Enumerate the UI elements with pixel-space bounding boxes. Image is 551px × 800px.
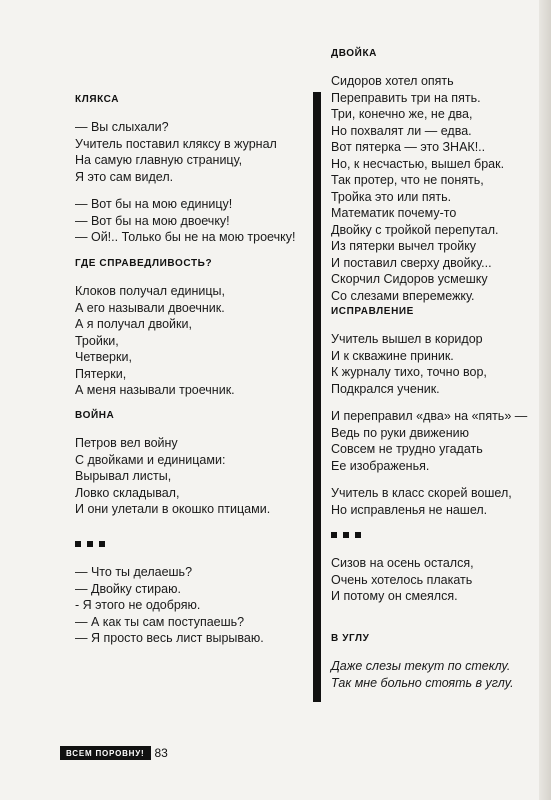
- poem-line: — Вот бы на мою двоечку!: [75, 213, 230, 228]
- stanza: [331, 408, 527, 474]
- poem-untitled-left: [75, 539, 264, 658]
- poem-line: Я это сам видел.: [75, 169, 174, 184]
- poem-line: Учитель вышел в коридор: [331, 332, 483, 346]
- section-ornament: [331, 530, 474, 541]
- poem-line: Совсем не трудно угадать: [331, 442, 483, 456]
- square-ornament-icon: [87, 541, 93, 547]
- poem-line: — А как ты сам поступаешь?: [75, 614, 245, 629]
- stanza: [331, 331, 527, 397]
- poem-title: В УГЛУ: [331, 633, 370, 644]
- poem-line: Ловко складывал,: [75, 485, 180, 500]
- poem-line: — Двойку стираю.: [75, 581, 181, 596]
- poem-line: Ведь по руки движению: [331, 425, 469, 440]
- poem-line: И они улетали в окошко птицами.: [75, 502, 271, 516]
- page-edge-shadow: [539, 0, 551, 800]
- stanza: [331, 485, 527, 518]
- poem-line: — Вот бы на мою единицу!: [75, 197, 233, 211]
- stanza: [75, 283, 235, 399]
- square-ornament-icon: [75, 541, 81, 547]
- poem-line: Учитель поставил кляксу в журнал: [75, 136, 277, 151]
- stanza: [331, 658, 514, 691]
- poem-line: Учитель в класс скорей вошел,: [331, 486, 512, 500]
- poem-line: Переправить три на пять.: [331, 90, 481, 105]
- stanza: [75, 435, 270, 518]
- poem-line: Но исправленья не нашел.: [331, 502, 488, 517]
- poem-line: — Что ты делаешь?: [75, 565, 193, 579]
- poem-line: И поставил сверху двойку...: [331, 255, 492, 270]
- poem-gde-spravedlivost: [75, 258, 235, 410]
- stanza: [75, 564, 264, 647]
- poem-title: КЛЯКСА: [75, 94, 120, 105]
- poem-title: ДВОЙКА: [331, 48, 377, 59]
- poem-line: Так протер, что не понять,: [331, 173, 484, 187]
- poem-ispravlenie: [331, 306, 527, 529]
- stanza: [75, 196, 295, 246]
- poem-line: Так мне больно стоять в углу.: [331, 675, 514, 690]
- column-divider: [313, 92, 321, 702]
- stanza: [331, 73, 504, 304]
- poem-line: К журналу тихо, точно вор,: [331, 365, 487, 379]
- poem-line: А меня называли троечник.: [75, 383, 235, 397]
- stanza: [75, 119, 295, 185]
- running-title-badge: ВСЕМ ПОРОВНУ!: [60, 746, 151, 760]
- poem-line: Математик почему-то: [331, 206, 457, 220]
- square-ornament-icon: [343, 532, 349, 538]
- poem-line: Скорчил Сидоров усмешку: [331, 272, 488, 286]
- poem-line: Но, к несчастью, вышел брак.: [331, 156, 505, 171]
- poem-dvoyka: [331, 48, 504, 315]
- poem-line: Вот пятерка — это ЗНАК!..: [331, 140, 486, 154]
- page-number: 83: [154, 746, 168, 760]
- poem-line: Пятерки,: [75, 366, 127, 381]
- poem-line: Сидоров хотел опять: [331, 74, 454, 88]
- poem-line: И потому он смеялся.: [331, 589, 458, 603]
- square-ornament-icon: [331, 532, 337, 538]
- square-ornament-icon: [99, 541, 105, 547]
- poem-line: — Вы слыхали?: [75, 120, 169, 134]
- poem-line: Тройка это или пять.: [331, 189, 452, 204]
- poem-line: Даже слезы текут по стеклу.: [331, 659, 511, 673]
- square-ornament-icon: [355, 532, 361, 538]
- stanza: [331, 555, 474, 605]
- poem-line: Тройки,: [75, 333, 119, 348]
- poem-line: Сизов на осень остался,: [331, 556, 474, 570]
- poem-line: И к скважине приник.: [331, 348, 454, 363]
- poem-line: И переправил «два» на «пять» —: [331, 409, 528, 423]
- poem-line: — Ой!.. Только бы не на мою троечку!: [75, 230, 296, 244]
- poem-line: Четверки,: [75, 350, 132, 364]
- poem-line: Двойку с тройкой перепутал.: [331, 222, 499, 237]
- poem-title: ИСПРАВЛЕНИЕ: [331, 306, 414, 317]
- poem-line: С двойками и единицами:: [75, 452, 226, 467]
- page-footer: [60, 746, 168, 760]
- poem-line: Клоков получал единицы,: [75, 284, 226, 298]
- poem-line: Три, конечно же, не два,: [331, 107, 473, 121]
- poem-line: А его называли двоечник.: [75, 300, 225, 315]
- poem-line: Петров вел войну: [75, 436, 178, 450]
- poem-klyaksa: [75, 94, 295, 257]
- poem-line: На самую главную страницу,: [75, 153, 243, 167]
- poem-title: ГДЕ СПРАВЕДЛИВОСТЬ?: [75, 258, 213, 269]
- poem-line: Но похвалят ли — едва.: [331, 123, 472, 138]
- poem-line: Подкрался ученик.: [331, 381, 440, 396]
- poem-line: А я получал двойки,: [75, 317, 192, 331]
- poem-line: Ее изображенья.: [331, 458, 430, 473]
- section-ornament: [75, 539, 264, 550]
- poem-line: Очень хотелось плакать: [331, 572, 473, 587]
- poem-line: Со слезами вперемежку.: [331, 288, 475, 303]
- poem-line: Вырывал листы,: [75, 469, 172, 483]
- poem-title: ВОЙНА: [75, 410, 115, 421]
- poem-line: - Я этого не одобряю.: [75, 598, 201, 612]
- poem-line: Из пятерки вычел тройку: [331, 239, 477, 253]
- poem-untitled-right: [331, 530, 474, 616]
- poem-v-uglu: [331, 633, 514, 702]
- poem-line: — Я просто весь лист вырываю.: [75, 631, 264, 645]
- poem-voyna: [75, 410, 270, 529]
